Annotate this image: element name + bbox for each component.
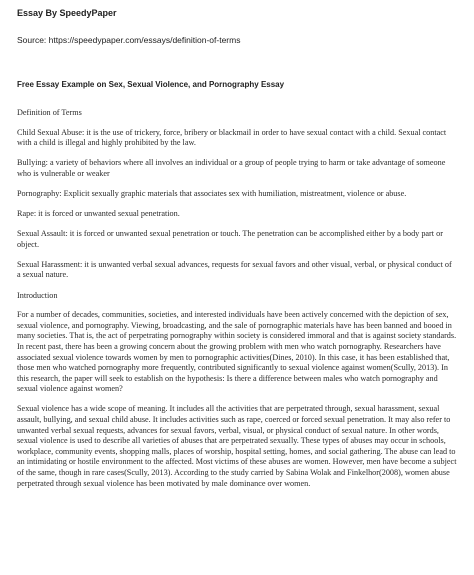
source-line: Source: https://speedypaper.com/essays/definition-of-terms [17,35,241,45]
section-heading-definitions: Definition of Terms [17,108,82,117]
intro-paragraph: Sexual violence has a wide scope of meaning. It includes all the activities that are perpetrated through, sexual harassment, sexual assault, bullying, and sexual child abuse. It includes activities such as rape, coerced or forced sexual penetration. It may also refer to unwanted verbal sexual requests, advances for sexual favors, verbal, visual, or physical conduct of sexual nature. In other words, sexual violence is used to describe all varieties of abuses that are perpetrated sexually. These types of abuses may occur in schools, workplace, community events, shopping malls, places of worship, hospital setting, homes, and social gathering. The abuse can lead to an intimidating or hostile environment to the affected. Most victims of these abuses are women. However, men have become a subject of the same, though in rare cases(Scully, 2013). According to the study carried by Sabina Wolak and Finkelhor(2008), women abuse perpetrated through sexual violence has been motivated by male dominance over women. [17,404,457,488]
definition-rape: Rape: it is forced or unwanted sexual penetration. [17,209,180,219]
site-brand: Essay By SpeedyPaper [17,8,117,18]
essay-body [17,108,457,499]
essay-title: Free Essay Example on Sex, Sexual Violence, and Pornography Essay [17,80,285,89]
intro-paragraph: For a number of decades, communities, societies, and interested individuals have been actively concerned with the depiction of sex, sexual violence, and pornography. Viewing, broadcasting, and the sale of pornographic materials have has been banned and booed in many societies. That is, the act of perpetrating pornography within society is considered immoral and that is against society standards. In recent past, there has been a growing concern about the growing problem with men who watch pornography. Researchers have associated sexual violence towards women by men to pornographic activities(Dines, 2010). In this case, it has been established that, those men who watched pornography more frequently, contributed significantly to sexual violence against women(Scully, 2013). In this research, the paper will seek to establish on the hypothesis: Is there a difference between males who watch pornography and sexual violence against women? [17,310,457,394]
definition-child-sexual-abuse: Child Sexual Abuse: it is the use of trickery, force, bribery or blackmail in order to have sexual contact with a child. Sexual contact with a child is illegal and highly prohibited by the law. [17,127,447,148]
definition-pornography: Pornography: Explicit sexually graphic materials that associates sex with humiliation, mistreatment, violence or abuse. [17,188,407,198]
definition-sexual-assault: Sexual Assault: it is forced or unwanted sexual penetration or touch. The penetration can be accomplished either by a body part or object. [17,229,443,249]
section-heading-introduction: Introduction [17,290,58,300]
definition-bullying: Bullying: a variety of behaviors where all involves an individual or a group of people trying to harm or take advantage of someone who is vulnerable or weaker [17,158,446,178]
definition-sexual-harassment: Sexual Harassment: it is unwanted verbal sexual advances, requests for sexual favors and other visual, verbal, or physical conduct of a sexual nature. [17,259,452,280]
